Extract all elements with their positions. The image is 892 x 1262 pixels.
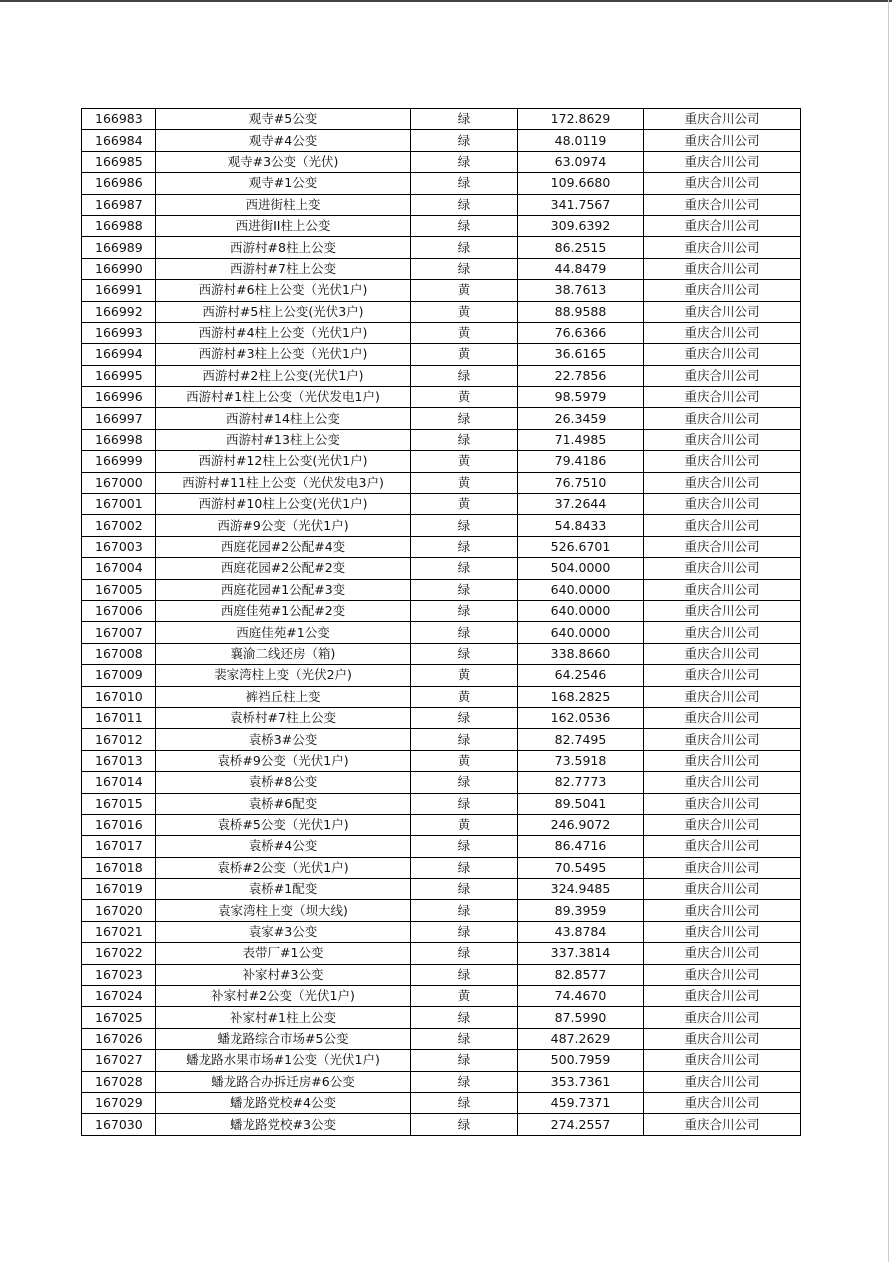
row-id-cell: 167000 bbox=[82, 472, 156, 493]
table-row bbox=[82, 772, 801, 793]
table-row bbox=[82, 814, 801, 835]
row-id-cell: 167004 bbox=[82, 558, 156, 579]
status-color-cell: 绿 bbox=[411, 215, 518, 236]
value-cell: 640.0000 bbox=[518, 600, 644, 621]
status-color-cell: 黄 bbox=[411, 322, 518, 343]
value-cell: 504.0000 bbox=[518, 558, 644, 579]
value-cell: 89.5041 bbox=[518, 793, 644, 814]
transformer-name-cell: 西游村#8柱上公变 bbox=[156, 237, 411, 258]
value-cell: 64.2546 bbox=[518, 665, 644, 686]
status-color-cell: 黄 bbox=[411, 301, 518, 322]
transformer-name-cell: 袁桥3#公变 bbox=[156, 729, 411, 750]
status-color-cell: 绿 bbox=[411, 173, 518, 194]
table-row bbox=[82, 258, 801, 279]
company-cell: 重庆合川公司 bbox=[644, 857, 801, 878]
table-row bbox=[82, 857, 801, 878]
company-cell: 重庆合川公司 bbox=[644, 215, 801, 236]
company-cell: 重庆合川公司 bbox=[644, 793, 801, 814]
status-color-cell: 绿 bbox=[411, 579, 518, 600]
status-color-cell: 黄 bbox=[411, 451, 518, 472]
row-id-cell: 166995 bbox=[82, 365, 156, 386]
row-id-cell: 167028 bbox=[82, 1071, 156, 1092]
table-row bbox=[82, 750, 801, 771]
transformer-name-cell: 西游村#3柱上公变（光伏1户) bbox=[156, 344, 411, 365]
transformer-name-cell: 蟠龙路党校#4公变 bbox=[156, 1092, 411, 1113]
status-color-cell: 绿 bbox=[411, 772, 518, 793]
company-cell: 重庆合川公司 bbox=[644, 494, 801, 515]
status-color-cell: 黄 bbox=[411, 387, 518, 408]
transformer-name-cell: 袁桥#2公变（光伏1户) bbox=[156, 857, 411, 878]
status-color-cell: 黄 bbox=[411, 986, 518, 1007]
table-row bbox=[82, 194, 801, 215]
table-row bbox=[82, 515, 801, 536]
table-row bbox=[82, 109, 801, 130]
transformer-name-cell: 袁桥#9公变（光伏1户) bbox=[156, 750, 411, 771]
row-id-cell: 167008 bbox=[82, 643, 156, 664]
value-cell: 54.8433 bbox=[518, 515, 644, 536]
value-cell: 526.6701 bbox=[518, 536, 644, 557]
transformer-name-cell: 观寺#1公变 bbox=[156, 173, 411, 194]
status-color-cell: 黄 bbox=[411, 665, 518, 686]
company-cell: 重庆合川公司 bbox=[644, 750, 801, 771]
company-cell: 重庆合川公司 bbox=[644, 408, 801, 429]
value-cell: 22.7856 bbox=[518, 365, 644, 386]
company-cell: 重庆合川公司 bbox=[644, 707, 801, 728]
table-row bbox=[82, 793, 801, 814]
table-row bbox=[82, 558, 801, 579]
value-cell: 79.4186 bbox=[518, 451, 644, 472]
row-id-cell: 166989 bbox=[82, 237, 156, 258]
table-row bbox=[82, 301, 801, 322]
transformer-name-cell: 西进街柱上变 bbox=[156, 194, 411, 215]
row-id-cell: 167005 bbox=[82, 579, 156, 600]
transformer-name-cell: 袁桥#4公变 bbox=[156, 836, 411, 857]
row-id-cell: 167014 bbox=[82, 772, 156, 793]
status-color-cell: 绿 bbox=[411, 429, 518, 450]
table-row bbox=[82, 173, 801, 194]
status-color-cell: 绿 bbox=[411, 900, 518, 921]
table-row bbox=[82, 494, 801, 515]
transformer-name-cell: 西游村#7柱上公变 bbox=[156, 258, 411, 279]
company-cell: 重庆合川公司 bbox=[644, 622, 801, 643]
status-color-cell: 绿 bbox=[411, 707, 518, 728]
value-cell: 44.8479 bbox=[518, 258, 644, 279]
value-cell: 487.2629 bbox=[518, 1028, 644, 1049]
table-row bbox=[82, 1007, 801, 1028]
company-cell: 重庆合川公司 bbox=[644, 579, 801, 600]
company-cell: 重庆合川公司 bbox=[644, 600, 801, 621]
value-cell: 82.8577 bbox=[518, 964, 644, 985]
value-cell: 26.3459 bbox=[518, 408, 644, 429]
value-cell: 43.8784 bbox=[518, 921, 644, 942]
status-color-cell: 绿 bbox=[411, 1092, 518, 1113]
row-id-cell: 167017 bbox=[82, 836, 156, 857]
row-id-cell: 166992 bbox=[82, 301, 156, 322]
page-top-border bbox=[0, 0, 892, 2]
row-id-cell: 166991 bbox=[82, 280, 156, 301]
table-row bbox=[82, 579, 801, 600]
row-id-cell: 167025 bbox=[82, 1007, 156, 1028]
company-cell: 重庆合川公司 bbox=[644, 130, 801, 151]
row-id-cell: 167002 bbox=[82, 515, 156, 536]
company-cell: 重庆合川公司 bbox=[644, 365, 801, 386]
status-color-cell: 绿 bbox=[411, 1114, 518, 1135]
company-cell: 重庆合川公司 bbox=[644, 1007, 801, 1028]
status-color-cell: 黄 bbox=[411, 750, 518, 771]
row-id-cell: 167003 bbox=[82, 536, 156, 557]
company-cell: 重庆合川公司 bbox=[644, 173, 801, 194]
status-color-cell: 绿 bbox=[411, 365, 518, 386]
value-cell: 37.2644 bbox=[518, 494, 644, 515]
value-cell: 109.6680 bbox=[518, 173, 644, 194]
row-id-cell: 166986 bbox=[82, 173, 156, 194]
row-id-cell: 167006 bbox=[82, 600, 156, 621]
row-id-cell: 167016 bbox=[82, 814, 156, 835]
company-cell: 重庆合川公司 bbox=[644, 451, 801, 472]
transformer-name-cell: 观寺#5公变 bbox=[156, 109, 411, 130]
company-cell: 重庆合川公司 bbox=[644, 1050, 801, 1071]
value-cell: 82.7773 bbox=[518, 772, 644, 793]
row-id-cell: 167012 bbox=[82, 729, 156, 750]
value-cell: 87.5990 bbox=[518, 1007, 644, 1028]
status-color-cell: 绿 bbox=[411, 536, 518, 557]
row-id-cell: 167010 bbox=[82, 686, 156, 707]
company-cell: 重庆合川公司 bbox=[644, 921, 801, 942]
transformer-name-cell: 蟠龙路水果市场#1公变（光伏1户) bbox=[156, 1050, 411, 1071]
transformer-name-cell: 蟠龙路合办拆迁房#6公变 bbox=[156, 1071, 411, 1092]
status-color-cell: 绿 bbox=[411, 1071, 518, 1092]
company-cell: 重庆合川公司 bbox=[644, 237, 801, 258]
transformer-name-cell: 西庭花园#2公配#4变 bbox=[156, 536, 411, 557]
status-color-cell: 绿 bbox=[411, 109, 518, 130]
transformer-name-cell: 补家村#1柱上公变 bbox=[156, 1007, 411, 1028]
transformer-table bbox=[81, 108, 801, 1136]
row-id-cell: 166994 bbox=[82, 344, 156, 365]
transformer-name-cell: 裤裆丘柱上变 bbox=[156, 686, 411, 707]
status-color-cell: 绿 bbox=[411, 237, 518, 258]
transformer-name-cell: 袁桥#8公变 bbox=[156, 772, 411, 793]
table-row bbox=[82, 472, 801, 493]
row-id-cell: 166998 bbox=[82, 429, 156, 450]
company-cell: 重庆合川公司 bbox=[644, 558, 801, 579]
value-cell: 274.2557 bbox=[518, 1114, 644, 1135]
transformer-name-cell: 西进街II柱上公变 bbox=[156, 215, 411, 236]
value-cell: 98.5979 bbox=[518, 387, 644, 408]
value-cell: 341.7567 bbox=[518, 194, 644, 215]
page-right-edge bbox=[888, 0, 889, 1262]
status-color-cell: 黄 bbox=[411, 344, 518, 365]
row-id-cell: 167007 bbox=[82, 622, 156, 643]
transformer-name-cell: 观寺#3公变（光伏) bbox=[156, 151, 411, 172]
status-color-cell: 绿 bbox=[411, 921, 518, 942]
status-color-cell: 绿 bbox=[411, 130, 518, 151]
row-id-cell: 167019 bbox=[82, 879, 156, 900]
row-id-cell: 166985 bbox=[82, 151, 156, 172]
row-id-cell: 166996 bbox=[82, 387, 156, 408]
value-cell: 309.6392 bbox=[518, 215, 644, 236]
company-cell: 重庆合川公司 bbox=[644, 322, 801, 343]
table-row bbox=[82, 986, 801, 1007]
status-color-cell: 绿 bbox=[411, 793, 518, 814]
value-cell: 82.7495 bbox=[518, 729, 644, 750]
status-color-cell: 黄 bbox=[411, 686, 518, 707]
transformer-name-cell: 袁家#3公变 bbox=[156, 921, 411, 942]
table-row bbox=[82, 707, 801, 728]
row-id-cell: 166997 bbox=[82, 408, 156, 429]
status-color-cell: 绿 bbox=[411, 836, 518, 857]
row-id-cell: 167024 bbox=[82, 986, 156, 1007]
table-row bbox=[82, 365, 801, 386]
value-cell: 86.2515 bbox=[518, 237, 644, 258]
table-row bbox=[82, 1050, 801, 1071]
table-row bbox=[82, 344, 801, 365]
row-id-cell: 167018 bbox=[82, 857, 156, 878]
status-color-cell: 绿 bbox=[411, 600, 518, 621]
transformer-name-cell: 西游村#11柱上公变（光伏发电3户) bbox=[156, 472, 411, 493]
status-color-cell: 绿 bbox=[411, 558, 518, 579]
row-id-cell: 167021 bbox=[82, 921, 156, 942]
row-id-cell: 167029 bbox=[82, 1092, 156, 1113]
row-id-cell: 167015 bbox=[82, 793, 156, 814]
row-id-cell: 167001 bbox=[82, 494, 156, 515]
company-cell: 重庆合川公司 bbox=[644, 1114, 801, 1135]
row-id-cell: 167013 bbox=[82, 750, 156, 771]
value-cell: 86.4716 bbox=[518, 836, 644, 857]
transformer-name-cell: 西游#9公变（光伏1户) bbox=[156, 515, 411, 536]
status-color-cell: 绿 bbox=[411, 857, 518, 878]
value-cell: 38.7613 bbox=[518, 280, 644, 301]
status-color-cell: 黄 bbox=[411, 494, 518, 515]
status-color-cell: 绿 bbox=[411, 1007, 518, 1028]
value-cell: 324.9485 bbox=[518, 879, 644, 900]
value-cell: 337.3814 bbox=[518, 943, 644, 964]
status-color-cell: 绿 bbox=[411, 943, 518, 964]
status-color-cell: 绿 bbox=[411, 258, 518, 279]
company-cell: 重庆合川公司 bbox=[644, 536, 801, 557]
company-cell: 重庆合川公司 bbox=[644, 836, 801, 857]
value-cell: 70.5495 bbox=[518, 857, 644, 878]
transformer-name-cell: 西游村#5柱上公变(光伏3户) bbox=[156, 301, 411, 322]
transformer-name-cell: 襄渝二线还房（箱) bbox=[156, 643, 411, 664]
row-id-cell: 167030 bbox=[82, 1114, 156, 1135]
transformer-name-cell: 袁桥#5公变（光伏1户) bbox=[156, 814, 411, 835]
company-cell: 重庆合川公司 bbox=[644, 109, 801, 130]
row-id-cell: 167026 bbox=[82, 1028, 156, 1049]
value-cell: 500.7959 bbox=[518, 1050, 644, 1071]
row-id-cell: 166984 bbox=[82, 130, 156, 151]
status-color-cell: 绿 bbox=[411, 1050, 518, 1071]
company-cell: 重庆合川公司 bbox=[644, 429, 801, 450]
table-row bbox=[82, 622, 801, 643]
table-row bbox=[82, 151, 801, 172]
value-cell: 338.8660 bbox=[518, 643, 644, 664]
transformer-name-cell: 西游村#6柱上公变（光伏1户) bbox=[156, 280, 411, 301]
status-color-cell: 绿 bbox=[411, 194, 518, 215]
table-row bbox=[82, 408, 801, 429]
row-id-cell: 166987 bbox=[82, 194, 156, 215]
status-color-cell: 绿 bbox=[411, 643, 518, 664]
table-row bbox=[82, 921, 801, 942]
value-cell: 71.4985 bbox=[518, 429, 644, 450]
transformer-name-cell: 西游村#10柱上公变(光伏1户) bbox=[156, 494, 411, 515]
company-cell: 重庆合川公司 bbox=[644, 472, 801, 493]
table-row bbox=[82, 130, 801, 151]
status-color-cell: 绿 bbox=[411, 408, 518, 429]
transformer-name-cell: 西庭佳苑#1公配#2变 bbox=[156, 600, 411, 621]
value-cell: 640.0000 bbox=[518, 579, 644, 600]
status-color-cell: 黄 bbox=[411, 280, 518, 301]
company-cell: 重庆合川公司 bbox=[644, 986, 801, 1007]
transformer-name-cell: 蟠龙路党校#3公变 bbox=[156, 1114, 411, 1135]
table-row bbox=[82, 643, 801, 664]
status-color-cell: 黄 bbox=[411, 472, 518, 493]
value-cell: 88.9588 bbox=[518, 301, 644, 322]
status-color-cell: 黄 bbox=[411, 814, 518, 835]
company-cell: 重庆合川公司 bbox=[644, 258, 801, 279]
table-row bbox=[82, 237, 801, 258]
row-id-cell: 167027 bbox=[82, 1050, 156, 1071]
table-row bbox=[82, 729, 801, 750]
transformer-name-cell: 观寺#4公变 bbox=[156, 130, 411, 151]
company-cell: 重庆合川公司 bbox=[644, 515, 801, 536]
transformer-name-cell: 西游村#2柱上公变(光伏1户) bbox=[156, 365, 411, 386]
value-cell: 63.0974 bbox=[518, 151, 644, 172]
transformer-name-cell: 蟠龙路综合市场#5公变 bbox=[156, 1028, 411, 1049]
table-row bbox=[82, 600, 801, 621]
company-cell: 重庆合川公司 bbox=[644, 387, 801, 408]
row-id-cell: 166988 bbox=[82, 215, 156, 236]
value-cell: 76.7510 bbox=[518, 472, 644, 493]
transformer-name-cell: 补家村#3公变 bbox=[156, 964, 411, 985]
value-cell: 36.6165 bbox=[518, 344, 644, 365]
transformer-name-cell: 补家村#2公变（光伏1户) bbox=[156, 986, 411, 1007]
transformer-name-cell: 裴家湾柱上变（光伏2户) bbox=[156, 665, 411, 686]
table-row bbox=[82, 451, 801, 472]
table-row bbox=[82, 536, 801, 557]
company-cell: 重庆合川公司 bbox=[644, 964, 801, 985]
transformer-name-cell: 袁桥#6配变 bbox=[156, 793, 411, 814]
status-color-cell: 绿 bbox=[411, 622, 518, 643]
value-cell: 74.4670 bbox=[518, 986, 644, 1007]
status-color-cell: 绿 bbox=[411, 151, 518, 172]
row-id-cell: 166993 bbox=[82, 322, 156, 343]
row-id-cell: 167020 bbox=[82, 900, 156, 921]
transformer-name-cell: 西游村#4柱上公变（光伏1户) bbox=[156, 322, 411, 343]
company-cell: 重庆合川公司 bbox=[644, 943, 801, 964]
company-cell: 重庆合川公司 bbox=[644, 301, 801, 322]
table-row bbox=[82, 280, 801, 301]
company-cell: 重庆合川公司 bbox=[644, 729, 801, 750]
value-cell: 353.7361 bbox=[518, 1071, 644, 1092]
transformer-name-cell: 袁桥#1配变 bbox=[156, 879, 411, 900]
company-cell: 重庆合川公司 bbox=[644, 151, 801, 172]
value-cell: 640.0000 bbox=[518, 622, 644, 643]
company-cell: 重庆合川公司 bbox=[644, 280, 801, 301]
company-cell: 重庆合川公司 bbox=[644, 772, 801, 793]
value-cell: 73.5918 bbox=[518, 750, 644, 771]
transformer-name-cell: 西游村#12柱上公变(光伏1户) bbox=[156, 451, 411, 472]
company-cell: 重庆合川公司 bbox=[644, 643, 801, 664]
transformer-name-cell: 表带厂#1公变 bbox=[156, 943, 411, 964]
company-cell: 重庆合川公司 bbox=[644, 1092, 801, 1113]
value-cell: 459.7371 bbox=[518, 1092, 644, 1113]
company-cell: 重庆合川公司 bbox=[644, 194, 801, 215]
transformer-name-cell: 袁桥村#7柱上公变 bbox=[156, 707, 411, 728]
row-id-cell: 166983 bbox=[82, 109, 156, 130]
table-row bbox=[82, 215, 801, 236]
row-id-cell: 167023 bbox=[82, 964, 156, 985]
transformer-name-cell: 西游村#14柱上公变 bbox=[156, 408, 411, 429]
company-cell: 重庆合川公司 bbox=[644, 665, 801, 686]
company-cell: 重庆合川公司 bbox=[644, 1028, 801, 1049]
row-id-cell: 167011 bbox=[82, 707, 156, 728]
table-row bbox=[82, 322, 801, 343]
status-color-cell: 绿 bbox=[411, 1028, 518, 1049]
table-row bbox=[82, 900, 801, 921]
company-cell: 重庆合川公司 bbox=[644, 1071, 801, 1092]
row-id-cell: 167009 bbox=[82, 665, 156, 686]
value-cell: 89.3959 bbox=[518, 900, 644, 921]
company-cell: 重庆合川公司 bbox=[644, 814, 801, 835]
transformer-name-cell: 西游村#13柱上公变 bbox=[156, 429, 411, 450]
value-cell: 172.8629 bbox=[518, 109, 644, 130]
company-cell: 重庆合川公司 bbox=[644, 879, 801, 900]
row-id-cell: 166990 bbox=[82, 258, 156, 279]
table-row bbox=[82, 943, 801, 964]
transformer-name-cell: 袁家湾柱上变（坝大线) bbox=[156, 900, 411, 921]
value-cell: 168.2825 bbox=[518, 686, 644, 707]
status-color-cell: 绿 bbox=[411, 879, 518, 900]
transformer-name-cell: 西庭佳苑#1公变 bbox=[156, 622, 411, 643]
table-row bbox=[82, 686, 801, 707]
row-id-cell: 167022 bbox=[82, 943, 156, 964]
status-color-cell: 绿 bbox=[411, 729, 518, 750]
value-cell: 48.0119 bbox=[518, 130, 644, 151]
row-id-cell: 166999 bbox=[82, 451, 156, 472]
status-color-cell: 绿 bbox=[411, 515, 518, 536]
transformer-name-cell: 西庭花园#1公配#3变 bbox=[156, 579, 411, 600]
company-cell: 重庆合川公司 bbox=[644, 900, 801, 921]
table-row bbox=[82, 964, 801, 985]
table-row bbox=[82, 879, 801, 900]
status-color-cell: 绿 bbox=[411, 964, 518, 985]
table-row bbox=[82, 429, 801, 450]
table-row bbox=[82, 665, 801, 686]
table-row bbox=[82, 1071, 801, 1092]
transformer-name-cell: 西庭花园#2公配#2变 bbox=[156, 558, 411, 579]
table-row bbox=[82, 1028, 801, 1049]
value-cell: 246.9072 bbox=[518, 814, 644, 835]
table-row bbox=[82, 1114, 801, 1135]
table-row bbox=[82, 1092, 801, 1113]
value-cell: 162.0536 bbox=[518, 707, 644, 728]
table-row bbox=[82, 387, 801, 408]
transformer-name-cell: 西游村#1柱上公变（光伏发电1户) bbox=[156, 387, 411, 408]
company-cell: 重庆合川公司 bbox=[644, 686, 801, 707]
value-cell: 76.6366 bbox=[518, 322, 644, 343]
table-row bbox=[82, 836, 801, 857]
company-cell: 重庆合川公司 bbox=[644, 344, 801, 365]
